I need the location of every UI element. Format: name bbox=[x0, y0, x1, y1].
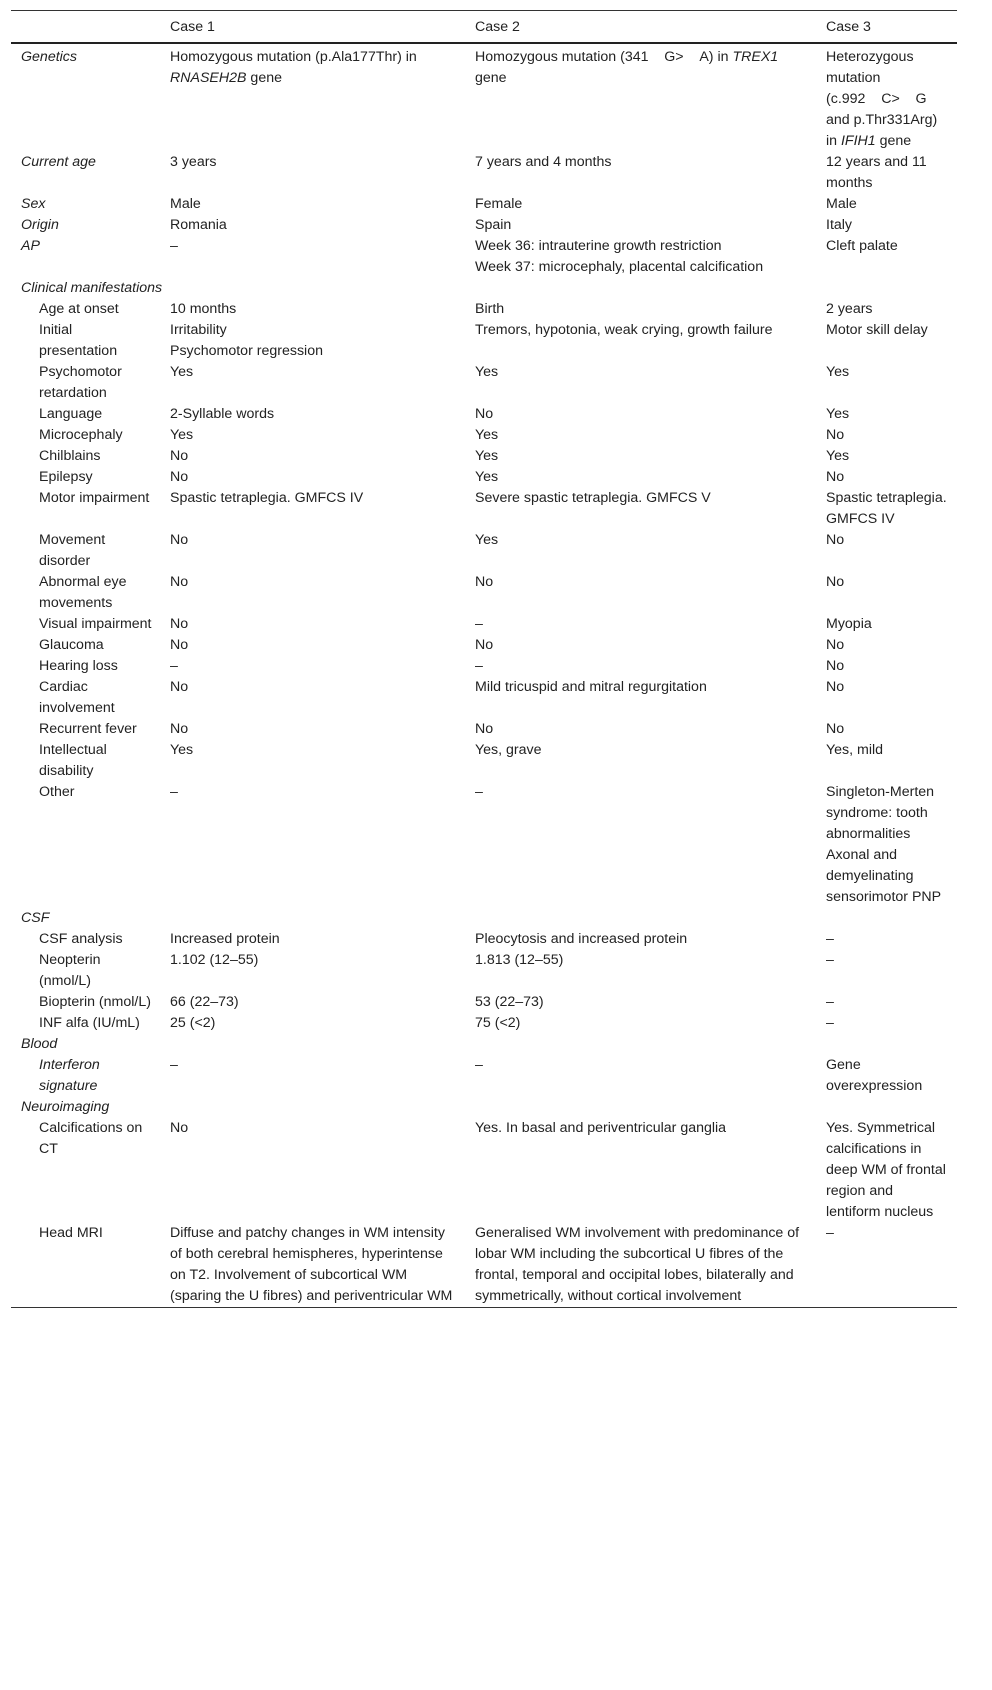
row-hearing-loss bbox=[11, 656, 957, 677]
cell-case-3: – bbox=[826, 1015, 834, 1031]
cell-case-1: 2-Syllable words bbox=[170, 406, 275, 422]
cell-case-3: Italy bbox=[826, 217, 853, 233]
cell-case-2: Yes bbox=[475, 427, 499, 443]
cell-case-2: 7 years and 4 months bbox=[475, 154, 612, 170]
cell-case-2: Severe spastic tetraplegia. GMFCS V bbox=[475, 490, 711, 506]
row-label: Abnormal eye movements bbox=[39, 574, 127, 611]
cell-text: gene bbox=[875, 133, 912, 149]
cell-case-2: Yes bbox=[475, 364, 499, 380]
row-label: Other bbox=[39, 784, 75, 800]
cell-case-2: – bbox=[475, 616, 483, 632]
row-label: Origin bbox=[21, 217, 59, 233]
cell-case-3: – bbox=[826, 1225, 834, 1241]
row-label: Calcifications on CT bbox=[39, 1120, 143, 1157]
cell-case-1: Yes bbox=[170, 742, 194, 758]
row-biopterin bbox=[11, 992, 957, 1013]
row-label: Current age bbox=[21, 154, 96, 170]
row-label: CSF analysis bbox=[39, 931, 123, 947]
row-label: Age at onset bbox=[39, 301, 119, 317]
cell-case-2: Yes bbox=[475, 469, 499, 485]
gene-name: IFIH1 bbox=[840, 133, 876, 149]
row-label: Psychomotor retardation bbox=[39, 364, 122, 401]
row-neopterin bbox=[11, 950, 957, 992]
row-origin bbox=[11, 215, 957, 236]
cell-case-1 bbox=[160, 43, 465, 152]
cell-case-1: No bbox=[170, 448, 189, 464]
cell-case-2: – bbox=[475, 658, 483, 674]
cell-case-1: No bbox=[170, 574, 189, 590]
row-eye-movements bbox=[11, 572, 957, 614]
row-label: Language bbox=[39, 406, 103, 422]
row-label: Movement disorder bbox=[39, 532, 106, 569]
row-language bbox=[11, 404, 957, 425]
cell-case-3: Motor skill delay bbox=[826, 322, 928, 338]
cell-case-2: Female bbox=[475, 196, 523, 212]
cell-case-2: 53 (22–73) bbox=[475, 994, 544, 1010]
cell-case-2: Pleocytosis and increased protein bbox=[475, 931, 688, 947]
cell-text: Heterozygous mutation (c.992 C> G and p.Thr331Arg) in bbox=[826, 49, 938, 149]
gene-name: RNASEH2B bbox=[170, 70, 247, 86]
cell-line: Irritability bbox=[170, 322, 227, 338]
cell-case-3: – bbox=[826, 952, 834, 968]
section-title: Neuroimaging bbox=[21, 1099, 110, 1115]
cell-case-2: Generalised WM involvement with predominance of lobar WM including the subcortical U fibres of the frontal, temporal and occipital lobes, bilaterally and symmetrically, without cortical involvement bbox=[475, 1225, 800, 1304]
cell-case-3: 2 years bbox=[826, 301, 873, 317]
cell-case-2: Birth bbox=[475, 301, 505, 317]
row-genetics bbox=[11, 43, 957, 152]
cell-case-1: – bbox=[170, 1057, 178, 1073]
cell-case-3: Gene overexpression bbox=[826, 1057, 923, 1094]
cell-case-1: Yes bbox=[170, 364, 194, 380]
row-label: Biopterin (nmol/L) bbox=[39, 994, 151, 1010]
cell-case-2: Yes, grave bbox=[475, 742, 542, 758]
cell-case-3: No bbox=[826, 427, 845, 443]
row-csf-analysis bbox=[11, 929, 957, 950]
header-case-1: Case 1 bbox=[170, 19, 215, 35]
cell-case-2: – bbox=[475, 784, 483, 800]
cell-case-1: – bbox=[170, 238, 178, 254]
header-case-3: Case 3 bbox=[826, 19, 871, 35]
row-label: Glaucoma bbox=[39, 637, 104, 653]
section-neuroimaging bbox=[11, 1097, 957, 1118]
row-label: Visual impairment bbox=[39, 616, 152, 632]
row-label: AP bbox=[21, 238, 40, 254]
row-label: Microcephaly bbox=[39, 427, 123, 443]
cell-case-3: No bbox=[826, 637, 845, 653]
section-title: Blood bbox=[21, 1036, 58, 1052]
cell-case-3: Yes. Symmetrical calcifications in deep WM of frontal region and lentiform nucleus bbox=[826, 1120, 946, 1220]
row-label: Chilblains bbox=[39, 448, 101, 464]
cell-case-1: No bbox=[170, 679, 189, 695]
cell-line: Axonal and demyelinating sensorimotor PNP bbox=[826, 847, 942, 905]
row-label: Sex bbox=[21, 196, 46, 212]
row-label: Intellectual disability bbox=[39, 742, 107, 779]
row-label: Head MRI bbox=[39, 1225, 103, 1241]
row-movement-disorder bbox=[11, 530, 957, 572]
row-cardiac bbox=[11, 677, 957, 719]
cell-case-3: Myopia bbox=[826, 616, 872, 632]
row-initial-presentation bbox=[11, 320, 957, 362]
row-label: Interferon signature bbox=[39, 1057, 100, 1094]
header-row bbox=[11, 11, 957, 44]
cell-case-2: 1.813 (12–55) bbox=[475, 952, 564, 968]
cell-case-2 bbox=[465, 43, 816, 152]
cell-case-3: No bbox=[826, 532, 845, 548]
cell-case-1: Male bbox=[170, 196, 201, 212]
cell-case-1: Romania bbox=[170, 217, 227, 233]
row-head-mri bbox=[11, 1223, 957, 1308]
row-ap bbox=[11, 236, 957, 278]
gene-name: TREX1 bbox=[732, 49, 779, 65]
row-label: Neopterin (nmol/L) bbox=[39, 952, 101, 989]
cell-text: gene bbox=[475, 70, 507, 86]
cell-case-3: Yes bbox=[826, 364, 850, 380]
cell-case-3: Yes, mild bbox=[826, 742, 884, 758]
cell-line: Week 36: intrauterine growth restriction bbox=[475, 238, 722, 254]
row-chilblains bbox=[11, 446, 957, 467]
cell-case-1: Increased protein bbox=[170, 931, 280, 947]
row-interferon bbox=[11, 1055, 957, 1097]
section-clinical bbox=[11, 278, 957, 299]
cell-case-1: 66 (22–73) bbox=[170, 994, 239, 1010]
cell-text: Homozygous mutation (p.Ala177Thr) in bbox=[170, 49, 417, 65]
cell-case-3: Male bbox=[826, 196, 857, 212]
cell-case-1: No bbox=[170, 532, 189, 548]
cell-case-1: – bbox=[170, 658, 178, 674]
cell-case-2 bbox=[465, 236, 816, 278]
cell-case-1: Yes bbox=[170, 427, 194, 443]
cell-case-3: No bbox=[826, 679, 845, 695]
cell-case-1: Diffuse and patchy changes in WM intensity of both cerebral hemispheres, hyperintense on T2. Involvement of subcortical WM (sparing the U fibres) and periventricular WM bbox=[170, 1225, 453, 1304]
cell-case-2: Mild tricuspid and mitral regurgitation bbox=[475, 679, 707, 695]
cell-case-2: No bbox=[475, 721, 494, 737]
cell-case-3: No bbox=[826, 574, 845, 590]
row-psychomotor bbox=[11, 362, 957, 404]
cell-case-2: No bbox=[475, 637, 494, 653]
row-calcifications bbox=[11, 1118, 957, 1223]
cell-line: Psychomotor regression bbox=[170, 343, 323, 359]
row-current-age bbox=[11, 152, 957, 194]
row-label: Genetics bbox=[21, 49, 77, 65]
header-empty bbox=[11, 11, 160, 44]
cell-case-1: No bbox=[170, 637, 189, 653]
cell-case-3: Yes bbox=[826, 406, 850, 422]
cell-case-1: 10 months bbox=[170, 301, 237, 317]
section-title: Clinical manifestations bbox=[21, 280, 163, 296]
section-title: CSF bbox=[21, 910, 50, 926]
cell-case-3: Yes bbox=[826, 448, 850, 464]
cell-line: Singleton-Merten syndrome: tooth abnormalities bbox=[826, 784, 935, 842]
cell-case-2: No bbox=[475, 574, 494, 590]
row-microcephaly bbox=[11, 425, 957, 446]
cell-text: gene bbox=[246, 70, 282, 86]
cell-case-3: – bbox=[826, 931, 834, 947]
cell-text: Homozygous mutation (341 G> A) in bbox=[475, 49, 733, 65]
cell-case-3: No bbox=[826, 469, 845, 485]
cell-case-1: 1.102 (12–55) bbox=[170, 952, 259, 968]
row-label: Cardiac involvement bbox=[39, 679, 115, 716]
cell-case-2: Spain bbox=[475, 217, 512, 233]
cell-case-3 bbox=[816, 782, 957, 908]
cell-case-3: Cleft palate bbox=[826, 238, 898, 254]
section-csf bbox=[11, 908, 957, 929]
cell-case-1: – bbox=[170, 784, 178, 800]
row-label: INF alfa (IU/mL) bbox=[39, 1015, 140, 1031]
cell-case-2: Yes. In basal and periventricular ganglia bbox=[475, 1120, 727, 1136]
row-age-onset bbox=[11, 299, 957, 320]
row-label: Motor impairment bbox=[39, 490, 150, 506]
cell-case-3: No bbox=[826, 721, 845, 737]
cell-case-2: Yes bbox=[475, 532, 499, 548]
row-glaucoma bbox=[11, 635, 957, 656]
row-label: Hearing loss bbox=[39, 658, 118, 674]
row-label: Initial presentation bbox=[39, 322, 118, 359]
row-label: Recurrent fever bbox=[39, 721, 137, 737]
cell-case-2: 75 (<2) bbox=[475, 1015, 521, 1031]
cell-case-3: No bbox=[826, 658, 845, 674]
row-motor-impairment bbox=[11, 488, 957, 530]
row-inf-alfa bbox=[11, 1013, 957, 1034]
row-epilepsy bbox=[11, 467, 957, 488]
row-recurrent-fever bbox=[11, 719, 957, 740]
cell-case-2: No bbox=[475, 406, 494, 422]
cell-case-1: No bbox=[170, 616, 189, 632]
cell-case-3 bbox=[816, 43, 957, 152]
row-intellectual bbox=[11, 740, 957, 782]
cell-case-3: – bbox=[826, 994, 834, 1010]
cell-case-2: Tremors, hypotonia, weak crying, growth failure bbox=[475, 322, 773, 338]
cell-case-2: – bbox=[475, 1057, 483, 1073]
cell-case-1 bbox=[160, 320, 465, 362]
cell-case-1: 3 years bbox=[170, 154, 217, 170]
section-blood bbox=[11, 1034, 957, 1055]
row-label: Epilepsy bbox=[39, 469, 93, 485]
row-visual-impairment bbox=[11, 614, 957, 635]
row-sex bbox=[11, 194, 957, 215]
cell-case-1: No bbox=[170, 721, 189, 737]
cell-case-1: No bbox=[170, 1120, 189, 1136]
header-case-2: Case 2 bbox=[475, 19, 520, 35]
cell-case-2: Yes bbox=[475, 448, 499, 464]
cell-line: Week 37: microcephaly, placental calcification bbox=[475, 259, 764, 275]
case-comparison-table bbox=[11, 10, 957, 1308]
cell-case-1: No bbox=[170, 469, 189, 485]
cell-case-1: Spastic tetraplegia. GMFCS IV bbox=[170, 490, 364, 506]
cell-case-3: Spastic tetraplegia. GMFCS IV bbox=[826, 490, 947, 527]
row-other bbox=[11, 782, 957, 908]
cell-case-1: 25 (<2) bbox=[170, 1015, 216, 1031]
cell-case-3: 12 years and 11 months bbox=[826, 154, 927, 191]
